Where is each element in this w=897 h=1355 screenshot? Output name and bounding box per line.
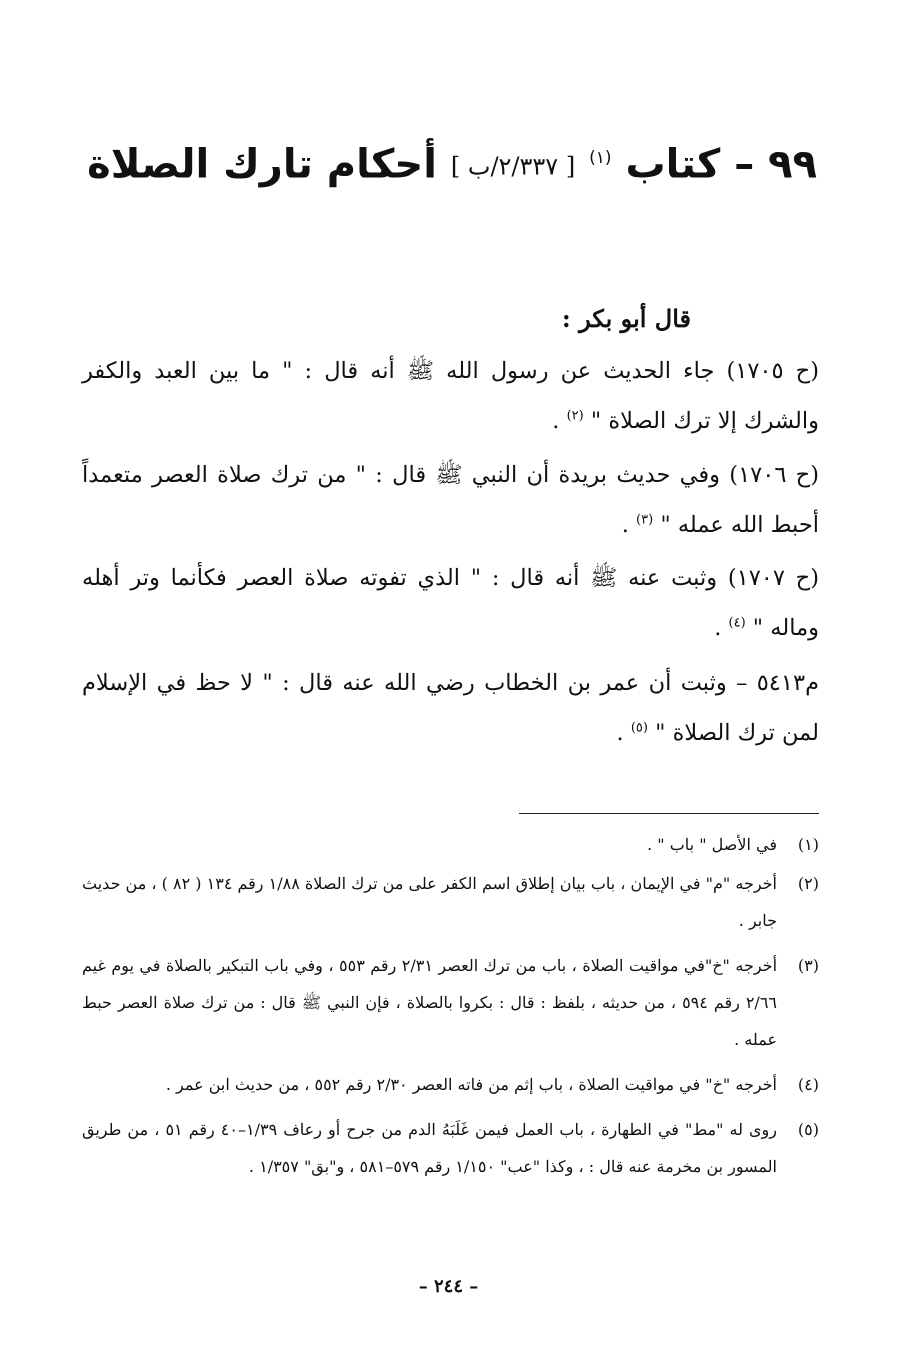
footnote-2 [82, 865, 819, 939]
paragraph-end: . [616, 720, 631, 746]
footnote-5 [82, 1111, 819, 1185]
chapter-heading [80, 128, 817, 196]
footnote-1 [82, 826, 819, 863]
footnote-text: أخرجه "خ" في مواقيت الصلاة ، باب إثم من فاته العصر ٢/٣٠ رقم ٥٥٢ ، من حديث ابن عمر . [165, 1075, 777, 1094]
footnote-mark-2[interactable]: (٢) [566, 408, 584, 424]
footnote-number: (٣) [797, 956, 819, 975]
footnote-number: (٤) [797, 1075, 819, 1094]
footnote-text: أخرجه "خ"في مواقيت الصلاة ، باب من ترك العصر ٢/٣١ رقم ٥٥٣ ، وفي باب التبكير بالصلاة في يوم غيم ٢/٦٦ رقم ٥٩٤ ، من حديثه ، بلفظ : قال : بكروا بالصلاة ، فإن النبي ﷺ قال : من ترك صلاة العصر حبط عمله . [82, 956, 778, 1049]
chapter-word: كتاب [625, 141, 721, 188]
chapter-footnote-mark[interactable]: (١) [589, 148, 612, 168]
footnote-3 [82, 947, 819, 1058]
paragraph-text: (ح ١٧٠٥) جاء الحديث عن رسول الله ﷺ أنه قال : " ما بين العبد والكفر والشرك إلا ترك الصلاة " [82, 358, 819, 434]
hadith-paragraph-1707 [82, 553, 819, 653]
footnote-number: (٥) [797, 1120, 819, 1139]
footnote-text: أخرجه "م" في الإيمان ، باب بيان إطلاق اسم الكفر على من ترك الصلاة ١/٨٨ رقم ١٣٤ ( ٨٢ ) ، من حديث جابر . [82, 874, 777, 930]
paragraph-text: م٥٤١٣ – وثبت أن عمر بن الخطاب رضي الله عنه قال : " لا حظ في الإسلام لمن ترك الصلاة " [82, 670, 819, 746]
footnote-text: في الأصل " باب " . [647, 835, 777, 854]
hadith-paragraph-1706 [82, 450, 819, 550]
footnote-mark-3[interactable]: (٣) [636, 512, 654, 528]
paragraph-text: (ح ١٧٠٧) وثبت عنه ﷺ أنه قال : " الذي تفوته صلاة العصر فكأنما وتر أهله وماله " [82, 565, 819, 641]
footnote-mark-4[interactable]: (٤) [728, 615, 746, 631]
footnote-text: روى له "مط" في الطهارة ، باب العمل فيمن غَلَبَهُ الدم من جرح أو رعاف ١/٣٩–٤٠ رقم ٥١ ، من طريق المسور بن مخرمة عنه قال : ، وكذا "عب" ١/١٥٠ رقم ٥٧٩–٥٨١ ، و"بق" ١/٣٥٧ . [82, 1120, 778, 1176]
manuscript-reference: [ ٢/٣٣٧/ب ] [450, 152, 576, 181]
paragraph-end: . [621, 512, 637, 538]
athar-paragraph-5413 [82, 658, 819, 758]
intro-line: قال أبو بكر : [561, 304, 691, 333]
page-number: – ٢٤٤ – [418, 1276, 479, 1297]
footnote-4 [82, 1066, 819, 1103]
paragraph-end: . [552, 408, 567, 434]
footnote-number: (٢) [797, 874, 819, 893]
chapter-dash: – [734, 141, 755, 188]
hadith-paragraph-1705 [82, 346, 819, 446]
footnote-divider [519, 813, 819, 814]
chapter-title-text: أحكام تارك الصلاة [87, 141, 437, 188]
paragraph-end: . [714, 615, 729, 641]
paragraph-text: (ح ١٧٠٦) وفي حديث بريدة أن النبي ﷺ قال : " من ترك صلاة العصر متعمداً أحبط الله عمله " [82, 462, 819, 538]
chapter-number: ٩٩ [768, 141, 817, 188]
footnote-number: (١) [797, 835, 819, 854]
footnote-mark-5[interactable]: (٥) [630, 720, 648, 736]
footnotes-section [82, 826, 819, 1193]
